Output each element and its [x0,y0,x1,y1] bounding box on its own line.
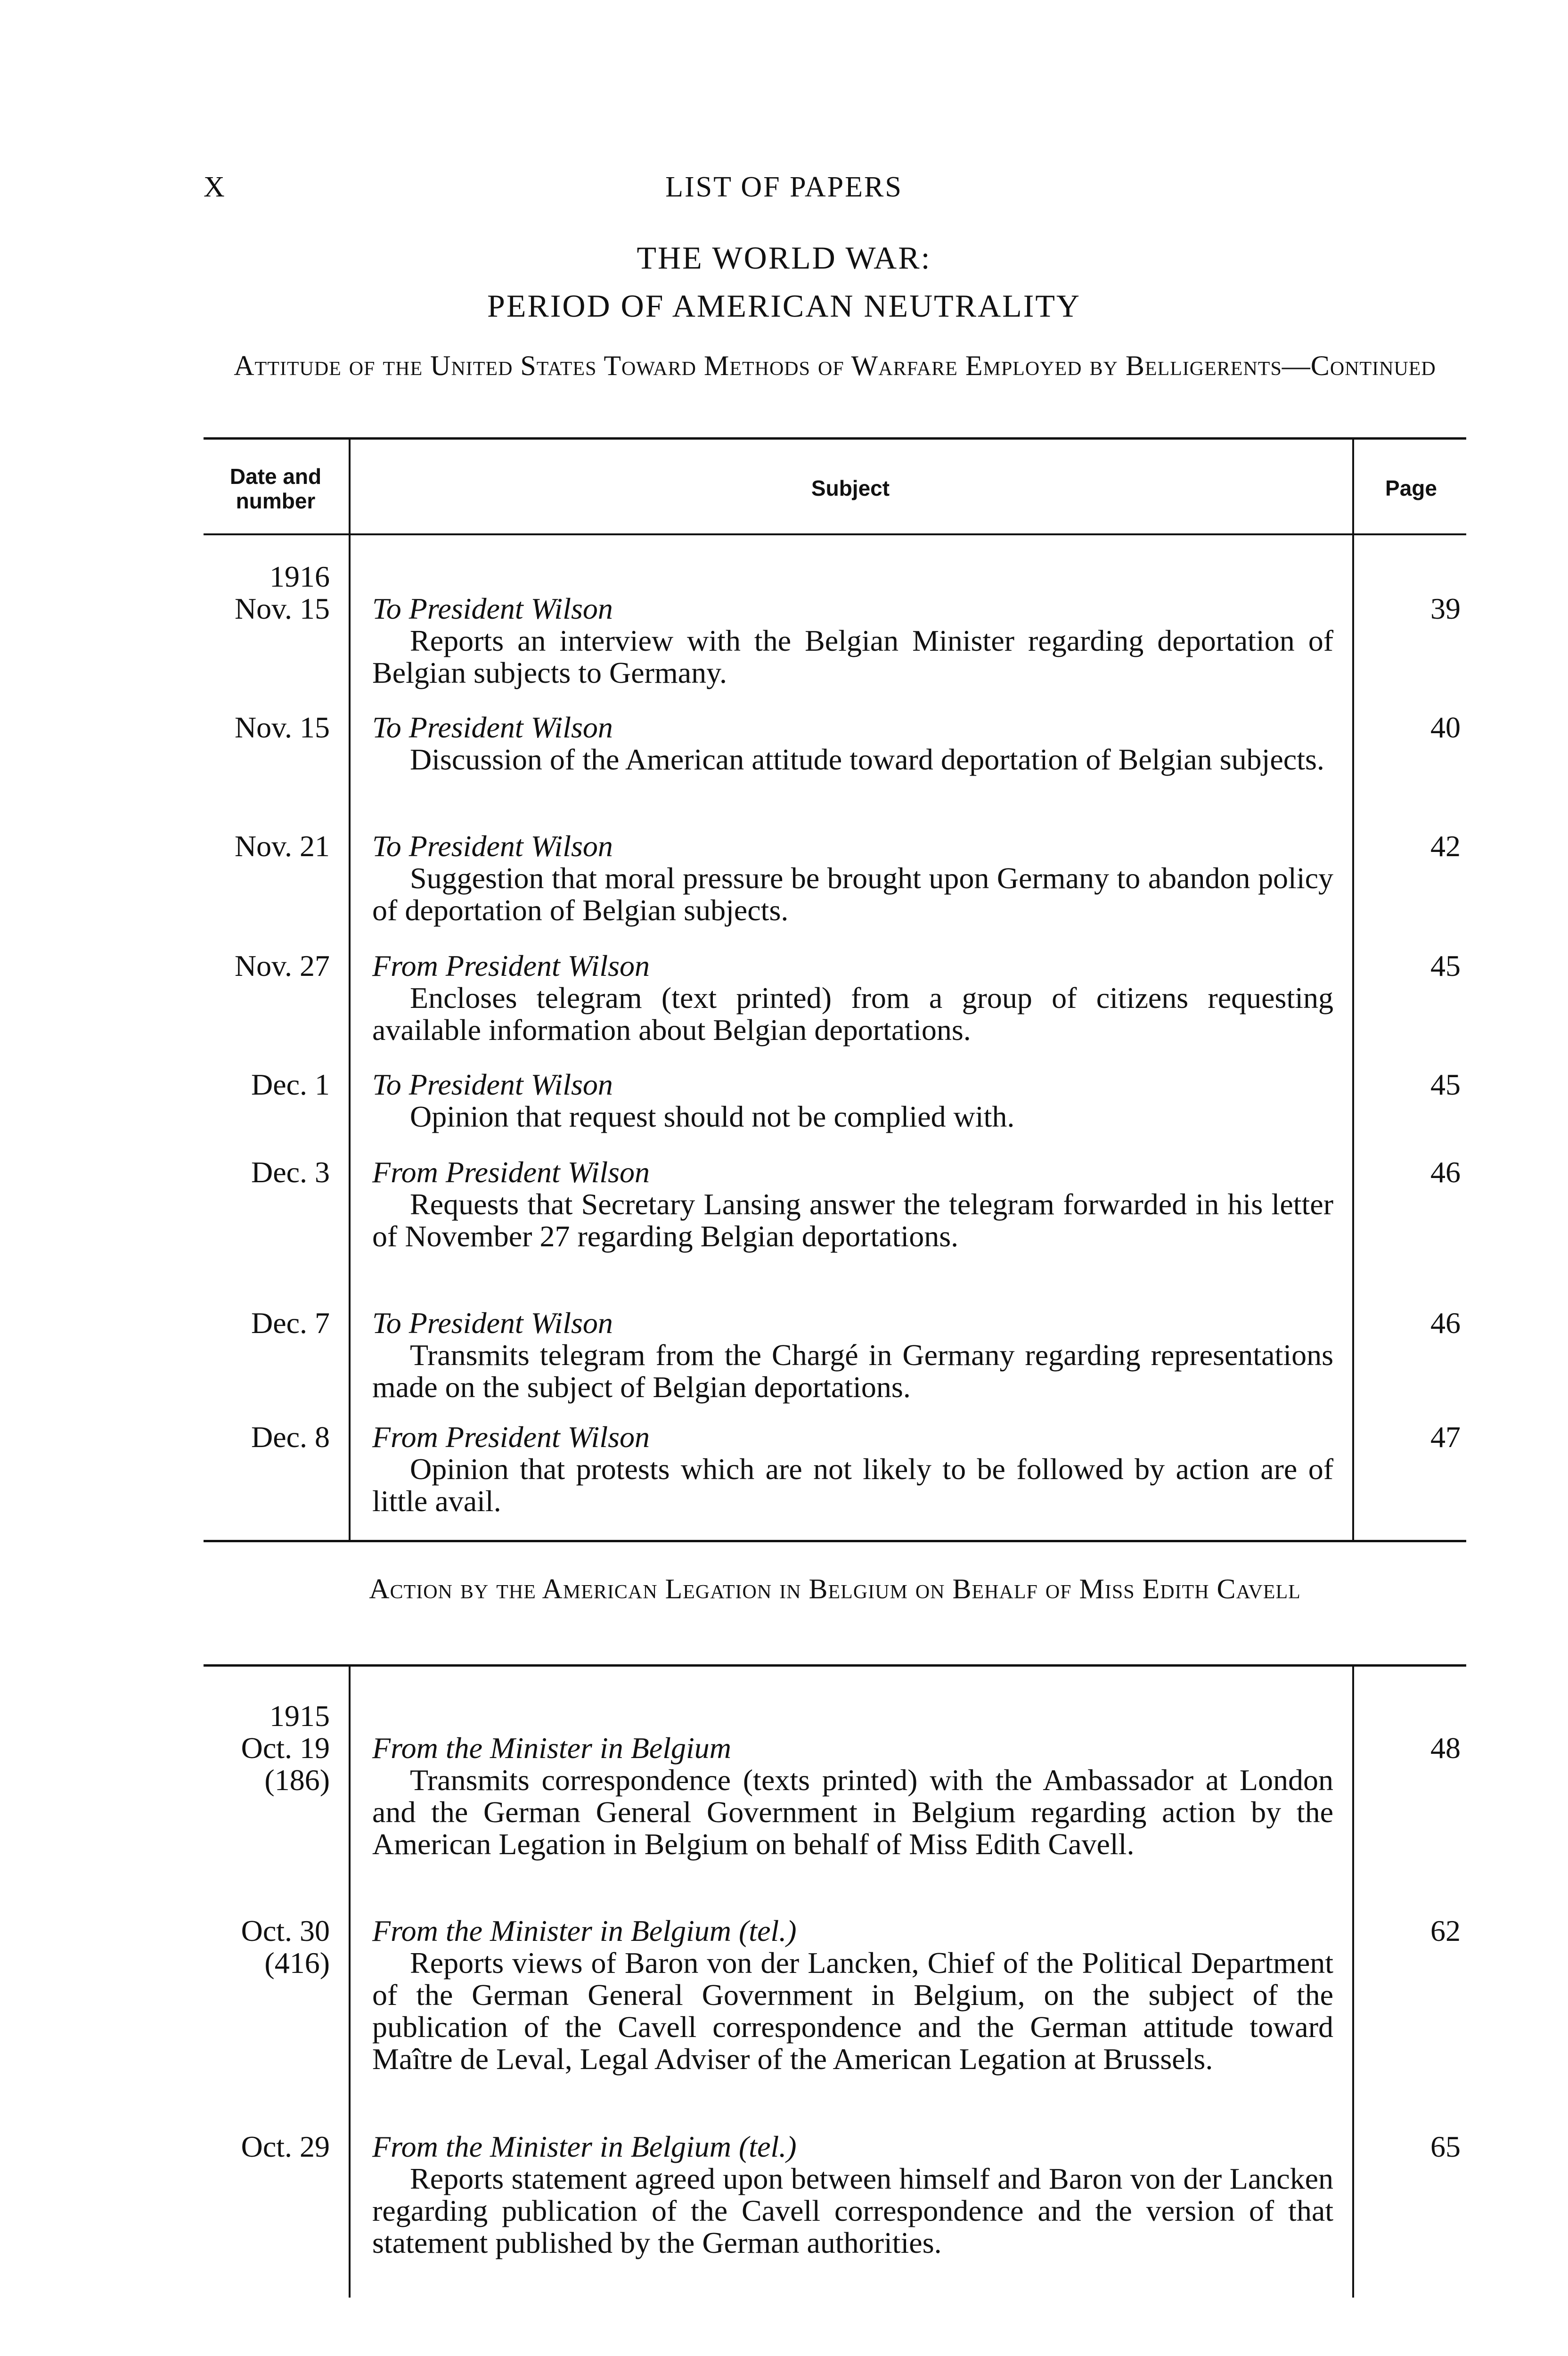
entry-heading: From President Wilson [372,1420,650,1454]
entry-body: Opinion that request should not be complied with. [410,1100,1015,1133]
column-divider-date [349,439,351,1542]
entry-subject [372,1915,1333,2075]
table-bottom-rule [204,1540,1466,1542]
entry-heading: From President Wilson [372,1155,650,1189]
entry-page: 39 [1430,592,1461,625]
entry-page: 48 [1430,1731,1461,1765]
entry-subject [372,1307,1333,1403]
entry-body: Requests that Secretary Lansing answer the telegram forwarded in his letter of November 27 regarding Belgian deportations. [372,1187,1333,1253]
entry-body: Discussion of the American attitude toward deportation of Belgian subjects. [410,743,1324,776]
entry-heading: To President Wilson [372,1306,613,1340]
entry-heading: To President Wilson [372,829,613,863]
entry-date: Nov. 21 [234,829,330,863]
entry-body: Reports statement agreed upon between himself and Baron von der Lancken regarding publication of the Cavell correspondence and the version of that statement published by the German authorities. [372,2162,1333,2259]
entry-subject [372,593,1333,689]
year-label: 1916 [270,560,330,593]
entry-subject [372,950,1333,1046]
entry-number: (416) [264,1946,330,1980]
entry-page: 65 [1430,2130,1461,2163]
entry-date: Nov. 27 [234,949,330,982]
entry-page: 40 [1430,711,1461,744]
entry-heading: To President Wilson [372,711,613,744]
entry-date: Oct. 29 [241,2130,330,2163]
table-top-rule [204,1664,1466,1667]
entry-heading: To President Wilson [372,1068,613,1101]
entry-body: Reports an interview with the Belgian Minister regarding deportation of Belgian subjects to Germany. [372,624,1333,689]
entry-page: 42 [1430,829,1461,863]
entry-page: 46 [1430,1155,1461,1189]
entry-body: Transmits telegram from the Chargé in Germany regarding representations made on the subject of Belgian deportations. [372,1338,1333,1404]
section-heading-cavell: Action by the American Legation in Belgium on Behalf of Miss Edith Cavell [369,1573,1301,1604]
entry-heading: From the Minister in Belgium [372,1731,731,1765]
entry-heading: From the Minister in Belgium (tel.) [372,2130,797,2163]
column-header-date: Date and number [229,464,322,513]
page-subtitle: PERIOD OF AMERICAN NEUTRALITY [487,288,1081,324]
entry-page: 45 [1430,949,1461,982]
entry-page: 45 [1430,1068,1461,1101]
running-head: LIST OF PAPERS [665,171,903,203]
entry-date: Dec. 8 [251,1420,330,1454]
entry-subject [372,1732,1333,1860]
entry-page: 46 [1430,1306,1461,1340]
entry-heading: From President Wilson [372,949,650,982]
entry-subject [372,712,1333,776]
table-header-rule [204,533,1466,535]
entry-body: Suggestion that moral pressure be brought upon Germany to abandon policy of deportation of Belgian subjects. [372,861,1333,927]
entry-body: Opinion that protests which are not likely to be followed by action are of little avail. [372,1452,1333,1518]
entry-subject [372,2131,1333,2259]
entry-date: Nov. 15 [234,592,330,625]
entry-page: 47 [1430,1420,1461,1454]
entry-subject [372,1069,1333,1133]
section-heading-warfare: Attitude of the United States Toward Methods of Warfare Employed by Belligerents—Continued [234,350,1436,381]
entry-heading: From the Minister in Belgium (tel.) [372,1914,797,1947]
entry-date: Dec. 3 [251,1155,330,1189]
entry-body: Encloses telegram (text printed) from a group of citizens requesting available information about Belgian deportations. [372,981,1333,1047]
entry-heading: To President Wilson [372,592,613,625]
entry-date: Oct. 30 [241,1914,330,1947]
column-divider-page [1352,439,1354,1542]
entry-date: Dec. 1 [251,1068,330,1101]
page-title: THE WORLD WAR: [637,240,931,276]
entry-date: Nov. 15 [234,711,330,744]
entry-subject [372,830,1333,926]
column-divider-page [1352,1666,1354,2298]
entry-date: Oct. 19 [241,1731,330,1765]
column-header-page: Page [1385,476,1437,500]
entry-number: (186) [264,1763,330,1797]
year-label: 1915 [270,1699,330,1733]
entry-page: 62 [1430,1914,1461,1947]
column-divider-date [349,1666,351,2298]
entry-date: Dec. 7 [251,1306,330,1340]
entry-body: Transmits correspondence (texts printed) with the Ambassador at London and the German General Government in Belgium regarding action by the American Legation in Belgium on behalf of Miss Edith Cavell. [372,1763,1333,1861]
entry-subject [372,1421,1333,1517]
column-header-subject: Subject [811,476,890,500]
entry-body: Reports views of Baron von der Lancken, Chief of the Political Department of the German General Government in Belgium, on the subject of the publication of the Cavell correspondence and the German attitude toward Maître de Leval, Legal Adviser of the American Legation at Brussels. [372,1946,1333,2076]
page-number: X [204,171,225,203]
entry-subject [372,1156,1333,1252]
table-top-rule [204,437,1466,440]
